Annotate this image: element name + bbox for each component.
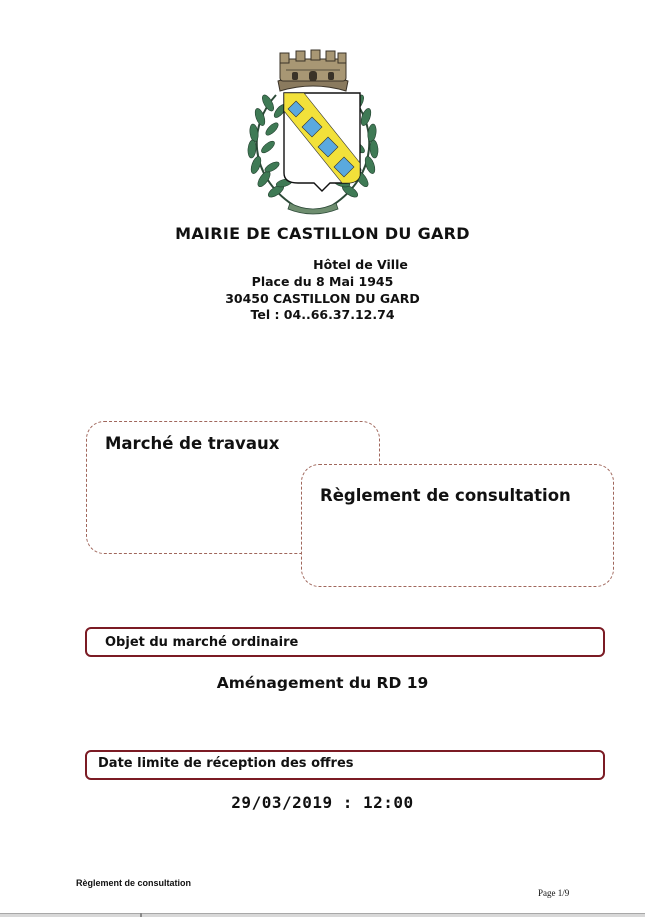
reglement-box-label: Règlement de consultation: [320, 486, 571, 505]
date-limite-bar: [85, 750, 605, 780]
objet-bar: [85, 627, 605, 657]
page-number: Page 1/9: [538, 888, 570, 898]
mayor-title-text: MAIRIE DE CASTILLON DU GARD: [175, 224, 470, 243]
address-line-place: Place du 8 Mai 1945: [251, 274, 394, 289]
mayor-title: [0, 224, 645, 243]
date-limite-value: 29/03/2019 : 12:00: [231, 793, 414, 812]
mural-crown-icon: [278, 50, 348, 91]
objet-value: Aménagement du RD 19: [216, 674, 429, 692]
ribbon-icon: [288, 203, 338, 214]
reglement-box: [301, 464, 614, 587]
footer-title: Règlement de consultation: [76, 878, 192, 888]
date-limite-label: Date limite de réception des offres: [98, 756, 354, 771]
shield-icon: [284, 93, 360, 191]
marche-box-label: Marché de travaux: [105, 434, 280, 453]
address-line-city: 30450 CASTILLON DU GARD: [225, 291, 420, 306]
address-line-phone: Tel : 04..66.37.12.74: [250, 307, 395, 322]
objet-label: Objet du marché ordinaire: [105, 635, 299, 650]
page-bottom-divider: [0, 913, 645, 917]
coat-of-arms-icon: [238, 45, 388, 215]
address-line-hotel: Hôtel de Ville: [313, 257, 408, 272]
